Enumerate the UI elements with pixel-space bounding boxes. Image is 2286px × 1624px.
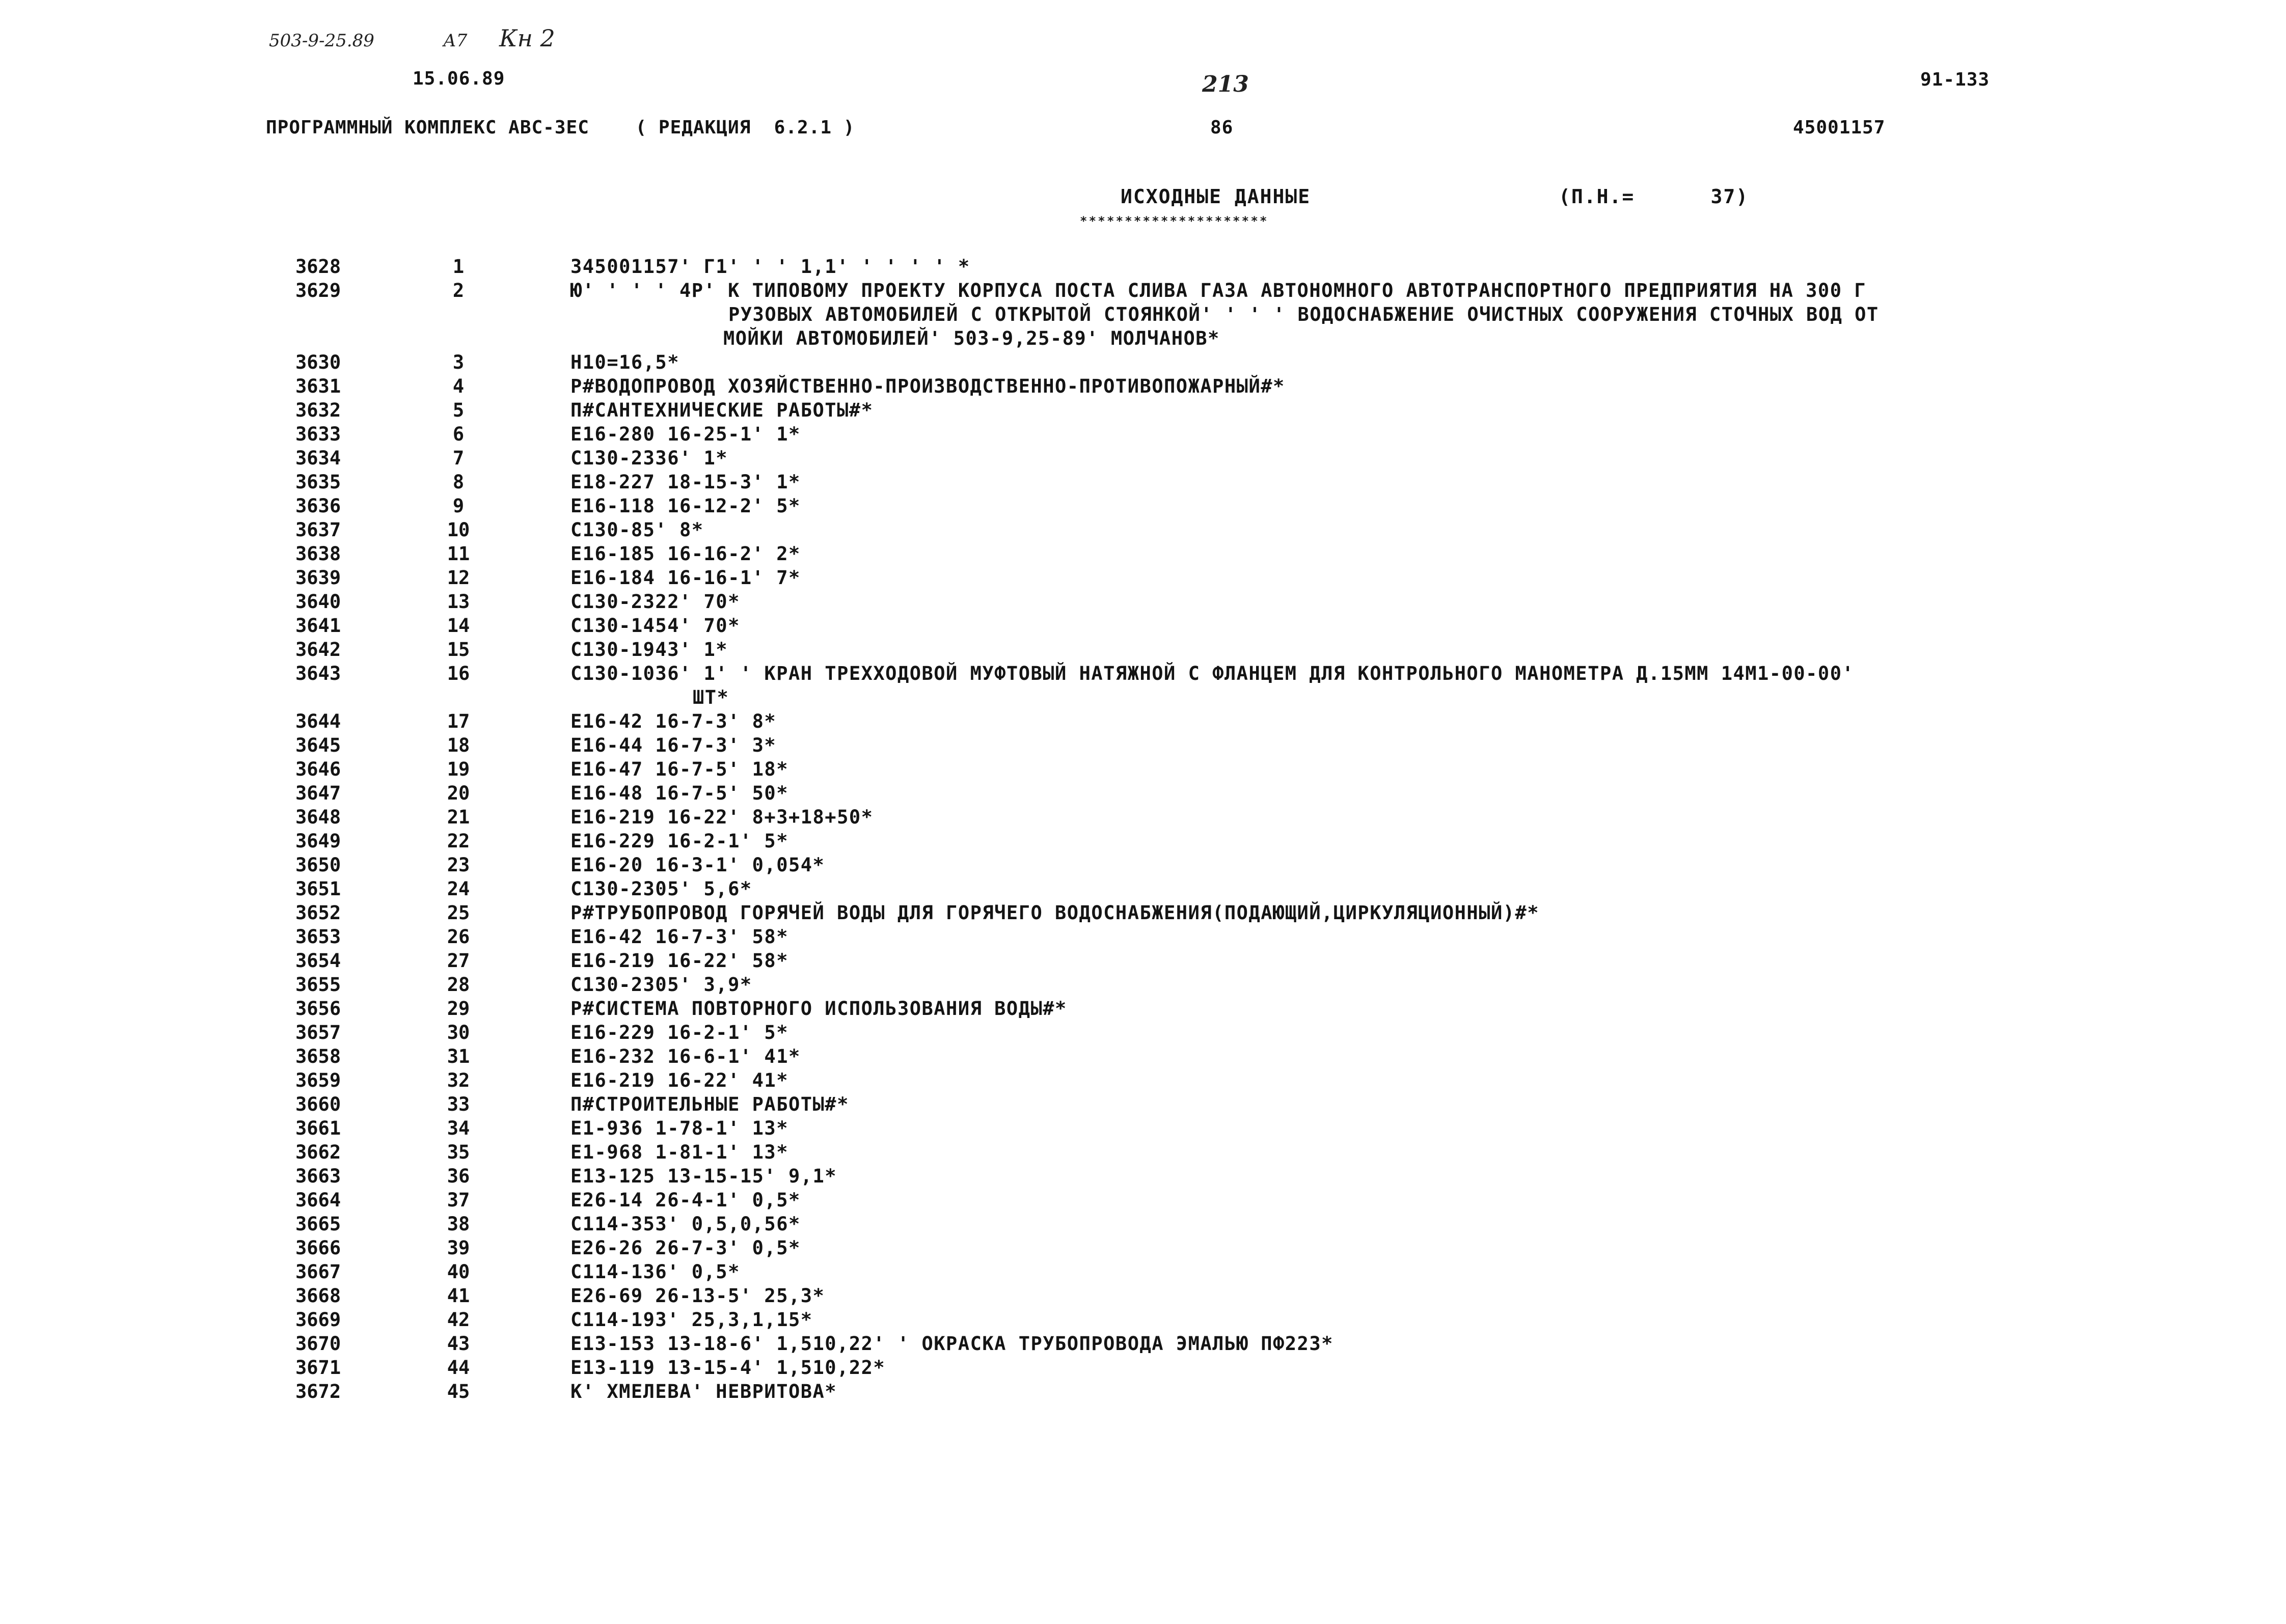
row-sequence-number: 3668 xyxy=(295,1285,341,1307)
row-sequence-number: 3644 xyxy=(295,710,341,732)
listing-row xyxy=(0,1116,2286,1140)
row-line-number: 37 xyxy=(447,1189,470,1211)
row-text: Е16-20 16-3-1' 0,054* xyxy=(570,854,825,876)
row-text: Р#ТРУБОПРОВОД ГОРЯЧЕЙ ВОДЫ ДЛЯ ГОРЯЧЕГО ВОДОСНАБЖЕНИЯ(ПОДАЮЩИЙ,ЦИРКУЛЯЦИОННЫЙ)#* xyxy=(570,902,1540,924)
row-line-number: 9 xyxy=(452,495,465,517)
row-text: Е13-125 13-15-15' 9,1* xyxy=(570,1165,837,1187)
listing-row xyxy=(0,350,2286,374)
listing-row xyxy=(0,542,2286,566)
listing-row xyxy=(0,1140,2286,1164)
listing-row xyxy=(0,949,2286,973)
row-line-number: 32 xyxy=(447,1069,470,1091)
listing-row xyxy=(0,901,2286,925)
listing-row xyxy=(0,1332,2286,1356)
row-line-number: 11 xyxy=(447,543,470,565)
row-line-number: 22 xyxy=(447,830,470,852)
listing-row xyxy=(0,1236,2286,1260)
row-sequence-number: 3652 xyxy=(295,902,341,924)
row-sequence-number: 3632 xyxy=(295,399,341,421)
listing-row xyxy=(0,374,2286,398)
listing-row xyxy=(0,781,2286,805)
row-sequence-number: 3638 xyxy=(295,543,341,565)
row-text: МОЙКИ АВТОМОБИЛЕЙ' 503-9,25-89' МОЛЧАНОВ* xyxy=(723,327,1220,349)
row-line-number: 16 xyxy=(447,663,470,684)
row-text: ШТ* xyxy=(693,686,729,708)
row-text: Е16-44 16-7-3' 3* xyxy=(570,734,777,756)
listing-row xyxy=(0,638,2286,662)
row-line-number: 31 xyxy=(447,1045,470,1067)
row-line-number: 5 xyxy=(452,399,465,421)
row-text: С114-353' 0,5,0,56* xyxy=(570,1213,801,1235)
row-text: Е16-184 16-16-1' 7* xyxy=(570,567,801,589)
row-sequence-number: 3643 xyxy=(295,663,341,684)
document-number: 45001157 xyxy=(1793,117,1886,138)
row-text: Е16-219 16-22' 8+3+18+50* xyxy=(570,806,874,828)
row-sequence-number: 3650 xyxy=(295,854,341,876)
row-text: РУЗОВЫХ АВТОМОБИЛЕЙ С ОТКРЫТОЙ СТОЯНКОЙ' ' ' ' ВОДОСНАБЖЕНИЕ ОЧИСТНЫХ СООРУЖЕНИЯ СТОЧНЫХ ВОД ОТ xyxy=(728,304,1879,325)
row-text: С130-1454' 70* xyxy=(570,615,740,637)
listing-row xyxy=(0,1164,2286,1188)
data-listing xyxy=(0,255,2286,1403)
listing-row xyxy=(0,566,2286,590)
row-sequence-number: 3634 xyxy=(295,447,341,469)
listing-row xyxy=(0,662,2286,685)
row-text: Е16-42 16-7-3' 8* xyxy=(570,710,777,732)
row-text: Ю' ' ' ' 4Р' К ТИПОВОМУ ПРОЕКТУ КОРПУСА ПОСТА СЛИВА ГАЗА АВТОНОМНОГО АВТОТРАНСПОРТНОГО ПРЕДПРИЯТИЯ НА 300 Г xyxy=(570,280,1867,301)
row-line-number: 18 xyxy=(447,734,470,756)
listing-row xyxy=(0,279,2286,302)
listing-row xyxy=(0,518,2286,542)
row-line-number: 10 xyxy=(447,519,470,541)
program-line: ПРОГРАММНЫЙ КОМПЛЕКС АВС-ЗЕС ( РЕДАКЦИЯ 6.2.1 ) xyxy=(266,117,855,138)
row-sequence-number: 3635 xyxy=(295,471,341,493)
row-line-number: 3 xyxy=(452,351,465,373)
row-sequence-number: 3662 xyxy=(295,1141,341,1163)
section-pn: (П.Н.= 37) xyxy=(1559,185,1749,208)
row-sequence-number: 3642 xyxy=(295,639,341,660)
row-sequence-number: 3636 xyxy=(295,495,341,517)
listing-row xyxy=(0,973,2286,997)
page-number: 86 xyxy=(1210,117,1234,138)
row-text: Е16-232 16-6-1' 41* xyxy=(570,1045,801,1067)
row-line-number: 33 xyxy=(447,1093,470,1115)
listing-row xyxy=(0,470,2286,494)
row-line-number: 8 xyxy=(452,471,465,493)
listing-row xyxy=(0,614,2286,638)
row-line-number: 29 xyxy=(447,998,470,1020)
section-title: ИСХОДНЫЕ ДАННЫЕ xyxy=(1121,185,1311,208)
row-sequence-number: 3630 xyxy=(295,351,341,373)
row-line-number: 23 xyxy=(447,854,470,876)
row-line-number: 21 xyxy=(447,806,470,828)
row-text: 345001157' Г1' ' ' 1,1' ' ' ' ' * xyxy=(570,256,970,278)
listing-row xyxy=(0,1021,2286,1044)
row-sequence-number: 3671 xyxy=(295,1357,341,1379)
listing-row xyxy=(0,422,2286,446)
row-text: С114-193' 25,3,1,15* xyxy=(570,1309,813,1331)
listing-row xyxy=(0,302,2286,326)
row-sequence-number: 3633 xyxy=(295,423,341,445)
row-sequence-number: 3660 xyxy=(295,1093,341,1115)
listing-row xyxy=(0,1308,2286,1332)
row-text: П#СТРОИТЕЛЬНЫЕ РАБОТЫ#* xyxy=(570,1093,849,1115)
row-sequence-number: 3640 xyxy=(295,591,341,613)
row-text: Е1-968 1-81-1' 13* xyxy=(570,1141,788,1163)
row-line-number: 14 xyxy=(447,615,470,637)
row-line-number: 17 xyxy=(447,710,470,732)
row-line-number: 1 xyxy=(452,256,465,278)
row-line-number: 39 xyxy=(447,1237,470,1259)
row-text: Е16-219 16-22' 58* xyxy=(570,950,788,972)
listing-row xyxy=(0,733,2286,757)
row-line-number: 15 xyxy=(447,639,470,660)
listing-row xyxy=(0,877,2286,901)
section-underline: ********************* xyxy=(1080,214,1269,228)
listing-row xyxy=(0,1380,2286,1403)
row-sequence-number: 3645 xyxy=(295,734,341,756)
row-text: Р#СИСТЕМА ПОВТОРНОГО ИСПОЛЬЗОВАНИЯ ВОДЫ#* xyxy=(570,998,1067,1020)
row-sequence-number: 3670 xyxy=(295,1333,341,1355)
listing-row xyxy=(0,1284,2286,1308)
row-sequence-number: 3631 xyxy=(295,375,341,397)
row-line-number: 27 xyxy=(447,950,470,972)
row-sequence-number: 3647 xyxy=(295,782,341,804)
row-sequence-number: 3665 xyxy=(295,1213,341,1235)
row-text: П#САНТЕХНИЧЕСКИЕ РАБОТЫ#* xyxy=(570,399,874,421)
row-text: Е16-42 16-7-3' 58* xyxy=(570,926,788,948)
row-sequence-number: 3649 xyxy=(295,830,341,852)
row-text: Н10=16,5* xyxy=(570,351,679,373)
row-line-number: 6 xyxy=(452,423,465,445)
listing-row xyxy=(0,709,2286,733)
listing-row xyxy=(0,326,2286,350)
row-line-number: 34 xyxy=(447,1117,470,1139)
row-sequence-number: 3661 xyxy=(295,1117,341,1139)
row-line-number: 13 xyxy=(447,591,470,613)
row-sequence-number: 3663 xyxy=(295,1165,341,1187)
row-line-number: 38 xyxy=(447,1213,470,1235)
row-sequence-number: 3658 xyxy=(295,1045,341,1067)
listing-row xyxy=(0,997,2286,1021)
row-sequence-number: 3654 xyxy=(295,950,341,972)
row-text: Е16-118 16-12-2' 5* xyxy=(570,495,801,517)
row-text: Е16-280 16-25-1' 1* xyxy=(570,423,801,445)
listing-row xyxy=(0,853,2286,877)
row-text: Е16-219 16-22' 41* xyxy=(570,1069,788,1091)
row-line-number: 30 xyxy=(447,1022,470,1043)
listing-row xyxy=(0,1188,2286,1212)
handwritten-page-number: 213 xyxy=(1202,71,1249,97)
row-sequence-number: 3639 xyxy=(295,567,341,589)
row-line-number: 19 xyxy=(447,758,470,780)
row-sequence-number: 3666 xyxy=(295,1237,341,1259)
row-sequence-number: 3646 xyxy=(295,758,341,780)
handwritten-album: А7 xyxy=(443,31,468,51)
row-sequence-number: 3648 xyxy=(295,806,341,828)
row-line-number: 7 xyxy=(452,447,465,469)
row-sequence-number: 3669 xyxy=(295,1309,341,1331)
listing-row xyxy=(0,255,2286,279)
row-text: Е13-153 13-18-6' 1,510,22' ' ОКРАСКА ТРУБОПРОВОДА ЭМАЛЬЮ ПФ223* xyxy=(570,1333,1334,1355)
row-text: С130-2305' 3,9* xyxy=(570,974,752,996)
row-line-number: 44 xyxy=(447,1357,470,1379)
listing-row xyxy=(0,1356,2286,1380)
row-line-number: 25 xyxy=(447,902,470,924)
row-sequence-number: 3641 xyxy=(295,615,341,637)
listing-row xyxy=(0,925,2286,949)
row-line-number: 26 xyxy=(447,926,470,948)
row-line-number: 45 xyxy=(447,1381,470,1402)
row-text: Е18-227 18-15-3' 1* xyxy=(570,471,801,493)
row-sequence-number: 3657 xyxy=(295,1022,341,1043)
listing-row xyxy=(0,398,2286,422)
row-text: С130-1036' 1' ' КРАН ТРЕХХОДОВОЙ МУФТОВЫЙ НАТЯЖНОЙ С ФЛАНЦЕМ ДЛЯ КОНТРОЛЬНОГО МАНОМЕТРА Д.15ММ 14М1-00-00' xyxy=(570,663,1855,684)
row-text: Е16-47 16-7-5' 18* xyxy=(570,758,788,780)
row-line-number: 41 xyxy=(447,1285,470,1307)
row-text: Е13-119 13-15-4' 1,510,22* xyxy=(570,1357,886,1379)
row-sequence-number: 3637 xyxy=(295,519,341,541)
row-sequence-number: 3672 xyxy=(295,1381,341,1402)
row-sequence-number: 3659 xyxy=(295,1069,341,1091)
row-text: Е26-69 26-13-5' 25,3* xyxy=(570,1285,825,1307)
row-text: К' ХМЕЛЕВА' НЕВРИТОВА* xyxy=(570,1381,837,1402)
listing-row xyxy=(0,1068,2286,1092)
listing-row xyxy=(0,757,2286,781)
row-text: Р#ВОДОПРОВОД ХОЗЯЙСТВЕННО-ПРОИЗВОДСТВЕННО-ПРОТИВОПОЖАРНЫЙ#* xyxy=(570,375,1285,397)
row-sequence-number: 3651 xyxy=(295,878,341,900)
row-text: Е26-14 26-4-1' 0,5* xyxy=(570,1189,801,1211)
row-sequence-number: 3629 xyxy=(295,280,341,301)
print-date: 15.06.89 xyxy=(413,68,505,89)
row-line-number: 2 xyxy=(452,280,465,301)
listing-row xyxy=(0,1260,2286,1284)
listing-row xyxy=(0,829,2286,853)
listing-row xyxy=(0,1044,2286,1068)
row-text: С114-136' 0,5* xyxy=(570,1261,740,1283)
row-sequence-number: 3667 xyxy=(295,1261,341,1283)
sheet-code: 91-133 xyxy=(1920,69,1990,90)
row-sequence-number: 3664 xyxy=(295,1189,341,1211)
row-text: С130-85' 8* xyxy=(570,519,704,541)
row-text: Е1-936 1-78-1' 13* xyxy=(570,1117,788,1139)
row-text: Е26-26 26-7-3' 0,5* xyxy=(570,1237,801,1259)
listing-row xyxy=(0,685,2286,709)
row-text: Е16-229 16-2-1' 5* xyxy=(570,830,788,852)
row-line-number: 40 xyxy=(447,1261,470,1283)
listing-row xyxy=(0,590,2286,614)
row-text: Е16-48 16-7-5' 50* xyxy=(570,782,788,804)
listing-row xyxy=(0,1092,2286,1116)
row-line-number: 20 xyxy=(447,782,470,804)
row-text: С130-2305' 5,6* xyxy=(570,878,752,900)
row-line-number: 28 xyxy=(447,974,470,996)
row-line-number: 35 xyxy=(447,1141,470,1163)
row-sequence-number: 3656 xyxy=(295,998,341,1020)
row-line-number: 36 xyxy=(447,1165,470,1187)
row-line-number: 42 xyxy=(447,1309,470,1331)
row-sequence-number: 3628 xyxy=(295,256,341,278)
row-text: Е16-185 16-16-2' 2* xyxy=(570,543,801,565)
listing-row xyxy=(0,805,2286,829)
listing-row xyxy=(0,494,2286,518)
row-sequence-number: 3653 xyxy=(295,926,341,948)
row-sequence-number: 3655 xyxy=(295,974,341,996)
listing-row xyxy=(0,446,2286,470)
row-text: Е16-229 16-2-1' 5* xyxy=(570,1022,788,1043)
listing-row xyxy=(0,1212,2286,1236)
row-line-number: 43 xyxy=(447,1333,470,1355)
row-line-number: 12 xyxy=(447,567,470,589)
row-line-number: 4 xyxy=(452,375,465,397)
row-text: С130-2322' 70* xyxy=(570,591,740,613)
row-text: С130-2336' 1* xyxy=(570,447,728,469)
row-line-number: 24 xyxy=(447,878,470,900)
row-text: С130-1943' 1* xyxy=(570,639,728,660)
handwritten-book: Кн 2 xyxy=(499,24,555,52)
handwritten-doc-code: 503-9-25.89 xyxy=(269,31,374,51)
